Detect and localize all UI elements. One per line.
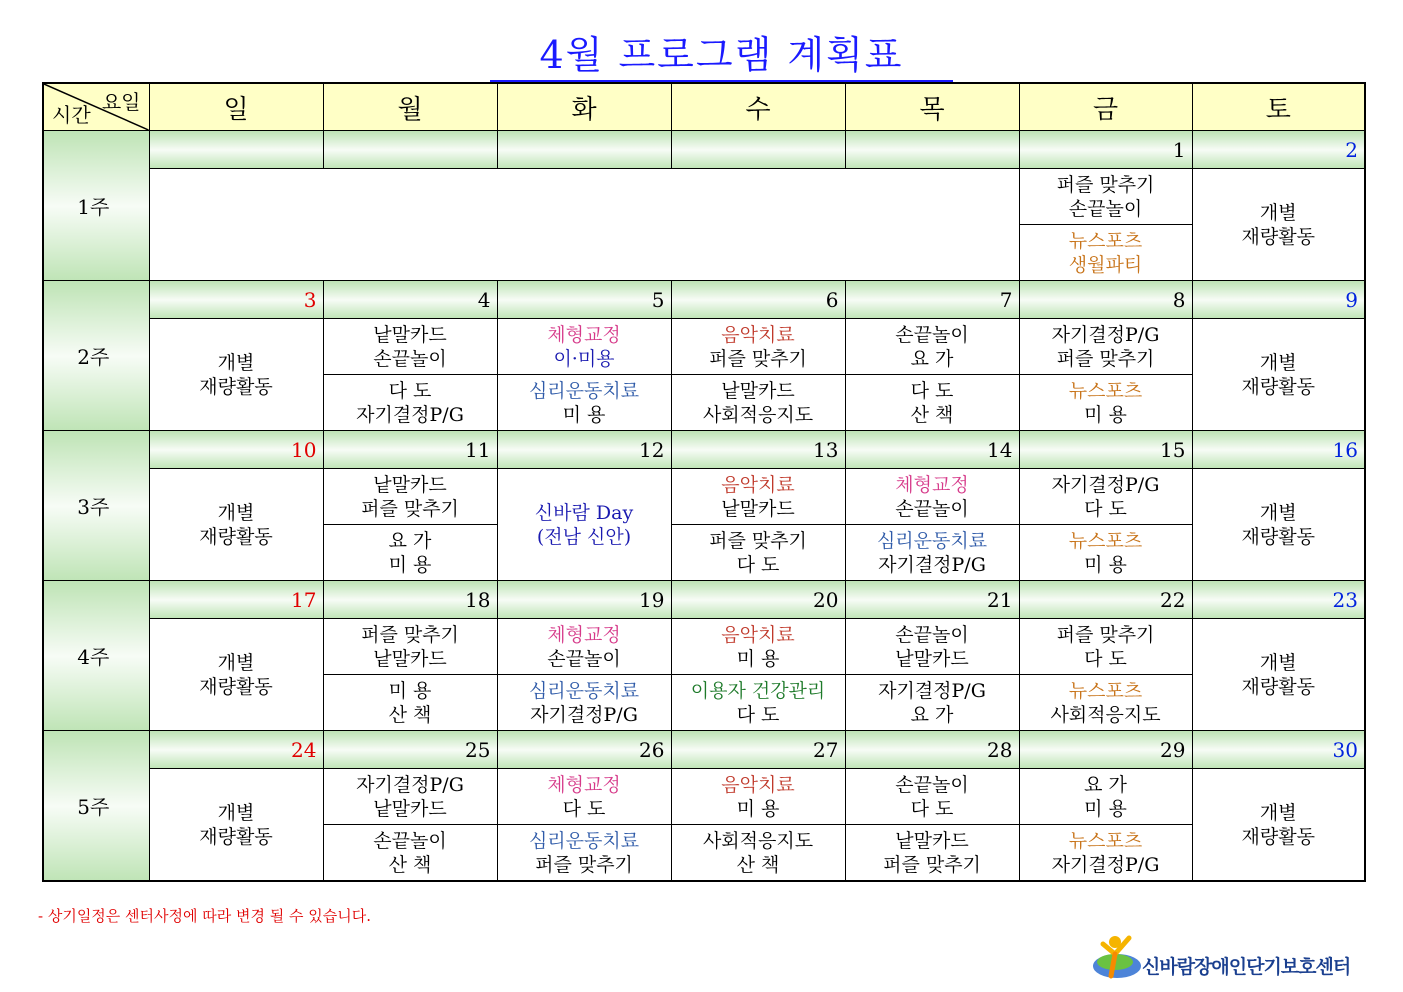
program-item: 손끝놀이 bbox=[895, 623, 969, 646]
program-cell bbox=[1019, 169, 1192, 225]
date-cell: 10 bbox=[149, 431, 323, 469]
program-item: 뉴스포츠 bbox=[1068, 379, 1143, 402]
program-item: 사회적응지도 bbox=[1050, 703, 1161, 726]
program-item: 체형교정 bbox=[547, 623, 621, 646]
program-item: 재량활동 bbox=[199, 675, 273, 698]
page-title: 4월 프로그램 계획표 bbox=[490, 30, 953, 82]
sun-program-cell bbox=[149, 319, 323, 431]
program-item: 재량활동 bbox=[1241, 225, 1315, 248]
date-cell: 1 bbox=[1019, 131, 1192, 169]
program-cell bbox=[323, 675, 497, 731]
empty-cell bbox=[149, 169, 1019, 281]
date-cell: 20 bbox=[671, 581, 845, 619]
program-item: 뉴스포츠 bbox=[1068, 229, 1143, 252]
program-cell bbox=[497, 769, 671, 825]
program-item: 자기결정P/G bbox=[1051, 323, 1160, 346]
program-item: 퍼즐 맞추기 bbox=[709, 347, 807, 370]
program-item: 미 용 bbox=[1084, 797, 1127, 820]
program-item: 재량활동 bbox=[199, 825, 273, 848]
sun-program-cell bbox=[149, 769, 323, 882]
program-item: 체형교정 bbox=[895, 473, 969, 496]
program-item: 자기결정P/G bbox=[1051, 473, 1160, 496]
program-item: 음악치료 bbox=[721, 773, 795, 796]
program-cell bbox=[323, 619, 497, 675]
program-item: (전남 신안) bbox=[536, 525, 632, 548]
program-cell bbox=[497, 675, 671, 731]
date-cell: 7 bbox=[845, 281, 1019, 319]
date-cell bbox=[671, 131, 845, 169]
program-item: 요 가 bbox=[388, 529, 432, 552]
program-cell bbox=[323, 319, 497, 375]
program-cell bbox=[845, 675, 1019, 731]
program-item: 미 용 bbox=[736, 647, 780, 670]
program-item: 미 용 bbox=[1084, 403, 1127, 426]
program-cell bbox=[1019, 769, 1192, 825]
program-item: 미 용 bbox=[562, 403, 606, 426]
sat-program-cell bbox=[1192, 619, 1365, 731]
date-cell: 26 bbox=[497, 731, 671, 769]
program-item: 뉴스포츠 bbox=[1068, 829, 1143, 852]
date-cell: 29 bbox=[1019, 731, 1192, 769]
sat-program-cell bbox=[1192, 169, 1365, 281]
program-cell bbox=[1019, 375, 1192, 431]
date-cell: 16 bbox=[1192, 431, 1365, 469]
program-item: 개별 bbox=[1259, 501, 1297, 524]
date-cell: 22 bbox=[1019, 581, 1192, 619]
date-cell: 17 bbox=[149, 581, 323, 619]
program-item: 심리운동치료 bbox=[876, 529, 988, 552]
program-item: 손끝놀이 bbox=[895, 773, 969, 796]
program-item: 개별 bbox=[217, 351, 255, 374]
date-cell bbox=[149, 131, 323, 169]
program-cell bbox=[671, 469, 845, 525]
program-item: 손끝놀이 bbox=[547, 647, 621, 670]
week-label: 4주 bbox=[43, 581, 149, 731]
program-item: 뉴스포츠 bbox=[1068, 529, 1143, 552]
program-item: 개별 bbox=[217, 651, 255, 674]
program-item: 산 책 bbox=[388, 853, 432, 876]
program-item: 자기결정P/G bbox=[356, 403, 464, 426]
program-item: 낱말카드 bbox=[721, 379, 795, 402]
day-header-thu: 목 bbox=[845, 83, 1019, 131]
sat-program-cell bbox=[1192, 469, 1365, 581]
program-item: 생월파티 bbox=[1068, 253, 1143, 276]
program-item: 이용자 건강관리 bbox=[690, 679, 826, 702]
program-cell bbox=[845, 825, 1019, 882]
date-cell: 24 bbox=[149, 731, 323, 769]
date-cell: 11 bbox=[323, 431, 497, 469]
program-item: 개별 bbox=[1259, 801, 1297, 824]
program-cell bbox=[845, 375, 1019, 431]
program-item: 음악치료 bbox=[721, 473, 795, 496]
program-cell bbox=[845, 469, 1019, 525]
program-item: 요 가 bbox=[910, 703, 954, 726]
date-cell: 15 bbox=[1019, 431, 1192, 469]
date-cell: 9 bbox=[1192, 281, 1365, 319]
program-item: 퍼즐 맞추기 bbox=[1056, 347, 1155, 370]
program-item: 개별 bbox=[1259, 201, 1297, 224]
sun-program-cell bbox=[149, 619, 323, 731]
date-cell bbox=[845, 131, 1019, 169]
date-cell: 25 bbox=[323, 731, 497, 769]
program-item: 낱말카드 bbox=[373, 797, 447, 820]
program-cell bbox=[845, 769, 1019, 825]
sat-program-cell bbox=[1192, 319, 1365, 431]
program-item: 낱말카드 bbox=[373, 647, 447, 670]
program-item: 미 용 bbox=[1084, 553, 1127, 576]
program-item: 체형교정 bbox=[547, 323, 621, 346]
program-item: 퍼즐 맞추기 bbox=[1056, 173, 1155, 196]
program-item: 손끝놀이 bbox=[1068, 197, 1143, 220]
program-item: 체형교정 bbox=[547, 773, 621, 796]
week-label: 2주 bbox=[43, 281, 149, 431]
program-item: 손끝놀이 bbox=[895, 323, 969, 346]
program-item: 다 도 bbox=[736, 703, 780, 726]
program-item: 산 책 bbox=[388, 703, 432, 726]
date-cell: 19 bbox=[497, 581, 671, 619]
program-cell bbox=[671, 319, 845, 375]
program-item: 손끝놀이 bbox=[373, 829, 447, 852]
program-cell bbox=[323, 469, 497, 525]
date-cell bbox=[323, 131, 497, 169]
program-cell bbox=[845, 619, 1019, 675]
program-item: 자기결정P/G bbox=[878, 679, 986, 702]
program-item: 다 도 bbox=[736, 553, 780, 576]
day-header-sun: 일 bbox=[149, 83, 323, 131]
program-item: 퍼즐 맞추기 bbox=[1056, 623, 1155, 646]
program-cell bbox=[323, 769, 497, 825]
program-item: 심리운동치료 bbox=[528, 829, 640, 852]
program-item: 다 도 bbox=[1084, 647, 1127, 670]
date-cell: 2 bbox=[1192, 131, 1365, 169]
program-cell bbox=[323, 375, 497, 431]
program-item: 자기결정P/G bbox=[530, 703, 638, 726]
date-cell: 8 bbox=[1019, 281, 1192, 319]
program-item: 개별 bbox=[1259, 651, 1297, 674]
date-cell: 21 bbox=[845, 581, 1019, 619]
day-header-wed: 수 bbox=[671, 83, 845, 131]
date-cell: 12 bbox=[497, 431, 671, 469]
program-cell bbox=[1019, 825, 1192, 882]
day-header-tue: 화 bbox=[497, 83, 671, 131]
program-item: 재량활동 bbox=[199, 525, 273, 548]
program-item: 재량활동 bbox=[1241, 825, 1315, 848]
program-cell bbox=[497, 825, 671, 882]
program-item: 요 가 bbox=[910, 347, 954, 370]
program-item: 자기결정P/G bbox=[878, 553, 986, 576]
program-item: 낱말카드 bbox=[895, 647, 969, 670]
program-item: 낱말카드 bbox=[895, 829, 969, 852]
program-cell bbox=[1019, 225, 1192, 281]
day-header-mon: 월 bbox=[323, 83, 497, 131]
program-item: 재량활동 bbox=[1241, 525, 1315, 548]
program-item: 낱말카드 bbox=[373, 323, 447, 346]
special-event-cell bbox=[497, 469, 671, 581]
program-cell bbox=[1019, 619, 1192, 675]
program-item: 다 도 bbox=[910, 797, 954, 820]
program-item: 미 용 bbox=[388, 679, 432, 702]
program-item: 신바람 Day bbox=[534, 501, 634, 524]
sat-program-cell bbox=[1192, 769, 1365, 882]
program-item: 다 도 bbox=[910, 379, 954, 402]
program-cell bbox=[1019, 319, 1192, 375]
program-item: 퍼즐 맞추기 bbox=[535, 853, 633, 876]
date-cell: 28 bbox=[845, 731, 1019, 769]
program-cell bbox=[671, 375, 845, 431]
program-item: 손끝놀이 bbox=[895, 497, 969, 520]
program-cell bbox=[1019, 525, 1192, 581]
program-item: 퍼즐 맞추기 bbox=[361, 497, 459, 520]
program-cell bbox=[323, 825, 497, 882]
program-item: 미 용 bbox=[736, 797, 780, 820]
date-cell: 14 bbox=[845, 431, 1019, 469]
program-cell bbox=[323, 525, 497, 581]
corner-header bbox=[43, 83, 149, 131]
program-item: 뉴스포츠 bbox=[1068, 679, 1143, 702]
sun-program-cell bbox=[149, 469, 323, 581]
program-cell bbox=[497, 619, 671, 675]
program-item: 재량활동 bbox=[1241, 375, 1315, 398]
program-item: 퍼즐 맞추기 bbox=[883, 853, 981, 876]
program-schedule-table bbox=[42, 82, 1366, 882]
program-item: 재량활동 bbox=[1241, 675, 1315, 698]
program-item: 낱말카드 bbox=[721, 497, 795, 520]
program-cell bbox=[497, 375, 671, 431]
date-cell bbox=[497, 131, 671, 169]
program-item: 산 책 bbox=[736, 853, 780, 876]
program-item: 낱말카드 bbox=[373, 473, 447, 496]
program-cell bbox=[497, 319, 671, 375]
program-item: 음악치료 bbox=[721, 623, 795, 646]
program-cell bbox=[671, 619, 845, 675]
program-cell bbox=[845, 525, 1019, 581]
program-item: 음악치료 bbox=[721, 323, 795, 346]
day-header-fri: 금 bbox=[1019, 83, 1192, 131]
program-item: 개별 bbox=[217, 501, 255, 524]
program-item: 자기결정P/G bbox=[1051, 853, 1160, 876]
program-item: 개별 bbox=[217, 801, 255, 824]
program-cell bbox=[1019, 469, 1192, 525]
week-label: 5주 bbox=[43, 731, 149, 882]
program-item: 재량활동 bbox=[199, 375, 273, 398]
date-cell: 6 bbox=[671, 281, 845, 319]
program-item: 산 책 bbox=[910, 403, 954, 426]
program-item: 다 도 bbox=[562, 797, 606, 820]
program-cell bbox=[1019, 675, 1192, 731]
week-label: 3주 bbox=[43, 431, 149, 581]
date-cell: 4 bbox=[323, 281, 497, 319]
program-item: 심리운동치료 bbox=[528, 379, 640, 402]
program-item: 자기결정P/G bbox=[356, 773, 464, 796]
program-item: 퍼즐 맞추기 bbox=[361, 623, 459, 646]
program-item: 다 도 bbox=[1084, 497, 1127, 520]
date-cell: 27 bbox=[671, 731, 845, 769]
program-item: 개별 bbox=[1259, 351, 1297, 374]
program-item: 손끝놀이 bbox=[373, 347, 447, 370]
date-cell: 18 bbox=[323, 581, 497, 619]
program-cell bbox=[845, 319, 1019, 375]
program-cell bbox=[671, 769, 845, 825]
date-cell: 30 bbox=[1192, 731, 1365, 769]
program-cell bbox=[671, 525, 845, 581]
program-cell bbox=[671, 825, 845, 882]
center-name-logo-text: 신바람장애인단기보호센터 bbox=[1142, 956, 1351, 978]
week-label: 1주 bbox=[43, 131, 149, 281]
program-item: 퍼즐 맞추기 bbox=[709, 529, 807, 552]
program-item: 다 도 bbox=[388, 379, 432, 402]
schedule-note: - 상기일정은 센터사정에 따라 변경 될 수 있습니다. bbox=[38, 907, 372, 925]
day-header-sat: 토 bbox=[1192, 83, 1365, 131]
date-cell: 13 bbox=[671, 431, 845, 469]
date-cell: 3 bbox=[149, 281, 323, 319]
program-item: 심리운동치료 bbox=[528, 679, 640, 702]
corner-day-label: 요일 bbox=[101, 90, 141, 114]
program-item: 미 용 bbox=[388, 553, 432, 576]
program-item: 사회적응지도 bbox=[702, 829, 814, 852]
corner-time-label: 시간 bbox=[52, 103, 91, 127]
program-item: 요 가 bbox=[1084, 773, 1127, 796]
date-cell: 23 bbox=[1192, 581, 1365, 619]
date-cell: 5 bbox=[497, 281, 671, 319]
program-cell bbox=[671, 675, 845, 731]
program-item: 사회적응지도 bbox=[702, 403, 814, 426]
program-item: 이·미용 bbox=[553, 347, 615, 370]
